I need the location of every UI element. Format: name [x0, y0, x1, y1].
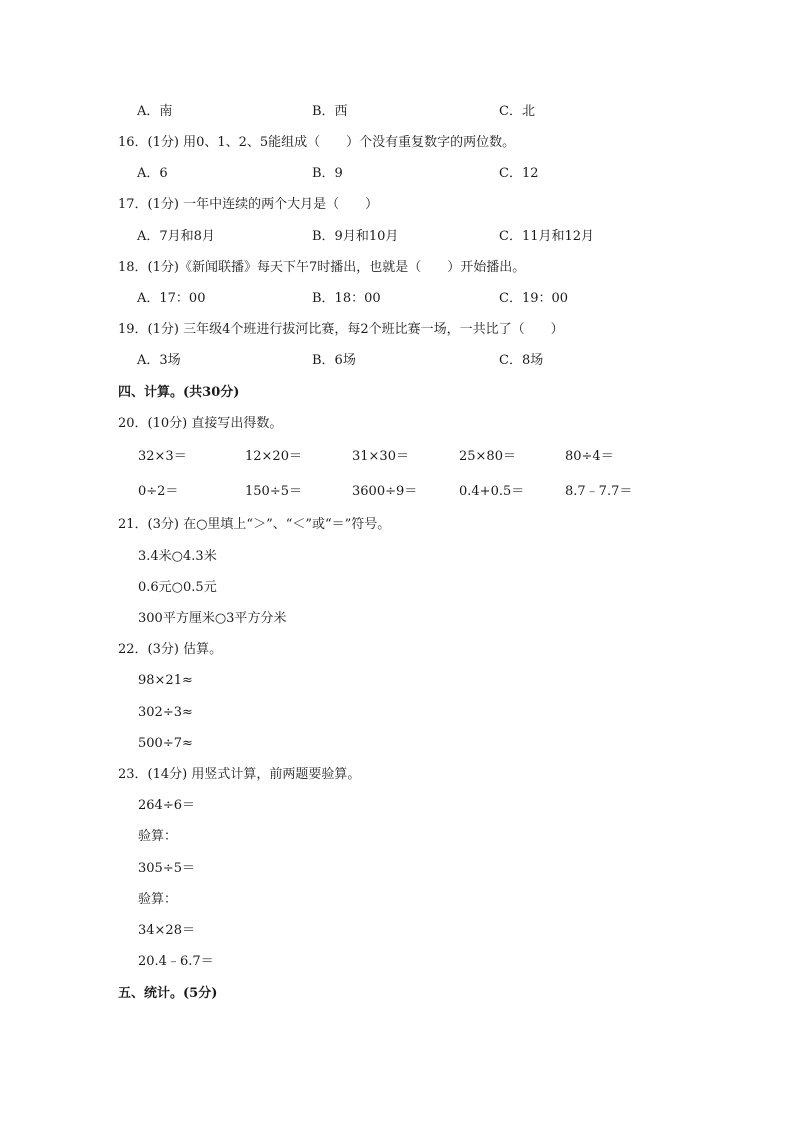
q15-option-c: C．北: [499, 104, 535, 119]
q22-item1: 98×21≈: [138, 673, 193, 688]
q23-item4: 20.4﹣6.7＝: [138, 954, 214, 969]
q18-text: 18．(1分)《新闻联播》每天下午7时播出，也就是（ ）开始播出。: [118, 260, 526, 275]
q18-option-c: C．19：00: [499, 291, 569, 306]
q19-text: 19．(1分) 三年级4个班进行拔河比赛，每2个班比赛一场，一共比了（ ）: [118, 322, 564, 337]
q17-text: 17．(1分) 一年中连续的两个大月是（ ）: [118, 197, 379, 212]
q21-item2: 0.6元○0.5元: [138, 580, 217, 595]
q20-row1-item2: 12×20＝: [245, 449, 302, 464]
q15-option-a: A．南: [137, 104, 173, 119]
q20-row2-item1: 0÷2＝: [138, 484, 179, 499]
q20-row2-item3: 3600÷9＝: [352, 484, 418, 499]
q20-row1-item5: 80÷4＝: [565, 449, 614, 464]
q18-option-a: A．17：00: [137, 291, 206, 306]
section-4-title: 四、计算。(共30分): [118, 385, 240, 400]
q20-row2-item5: 8.7﹣7.7＝: [565, 484, 633, 499]
q20-row1-item3: 31×30＝: [352, 449, 409, 464]
q17-option-a: A．7月和8月: [137, 229, 215, 244]
q16-option-c: C．12: [499, 166, 539, 181]
q21-item1: 3.4米○4.3米: [138, 549, 217, 564]
q19-option-b: B．6场: [312, 353, 356, 368]
q21-item3: 300平方厘米○3平方分米: [138, 611, 287, 626]
q20-row1-item4: 25×80＝: [459, 449, 516, 464]
q23-item2: 305÷5＝: [138, 861, 195, 876]
q23-check2: 验算：: [138, 892, 178, 907]
q16-text: 16．(1分) 用0、1、2、5能组成（ ）个没有重复数字的两位数。: [118, 135, 516, 150]
q23-text: 23．(14分) 用竖式计算，前两题要验算。: [118, 767, 361, 782]
q17-option-c: C．11月和12月: [499, 229, 595, 244]
q17-option-b: B．9月和10月: [312, 229, 399, 244]
q22-item3: 500÷7≈: [138, 736, 193, 751]
q15-option-b: B．西: [312, 104, 348, 119]
q23-item1: 264÷6＝: [138, 798, 195, 813]
q16-option-b: B．9: [312, 166, 343, 181]
q23-check1: 验算：: [138, 829, 178, 844]
q22-item2: 302÷3≈: [138, 705, 193, 720]
section-5-title: 五、统计。(5分): [118, 986, 218, 1001]
q16-option-a: A．6: [137, 166, 168, 181]
q21-text: 21．(3分) 在○里填上“＞”、“＜”或“＝”符号。: [118, 517, 391, 532]
q20-row2-item4: 0.4+0.5＝: [459, 484, 525, 499]
q20-text: 20．(10分) 直接写出得数。: [118, 416, 283, 431]
q19-option-a: A．3场: [137, 353, 181, 368]
q20-row2-item2: 150÷5＝: [245, 484, 302, 499]
q19-option-c: C．8场: [499, 353, 544, 368]
q22-text: 22．(3分) 估算。: [118, 642, 223, 657]
q23-item3: 34×28＝: [138, 923, 195, 938]
q18-option-b: B．18：00: [312, 291, 381, 306]
q20-row1-item1: 32×3＝: [138, 449, 187, 464]
